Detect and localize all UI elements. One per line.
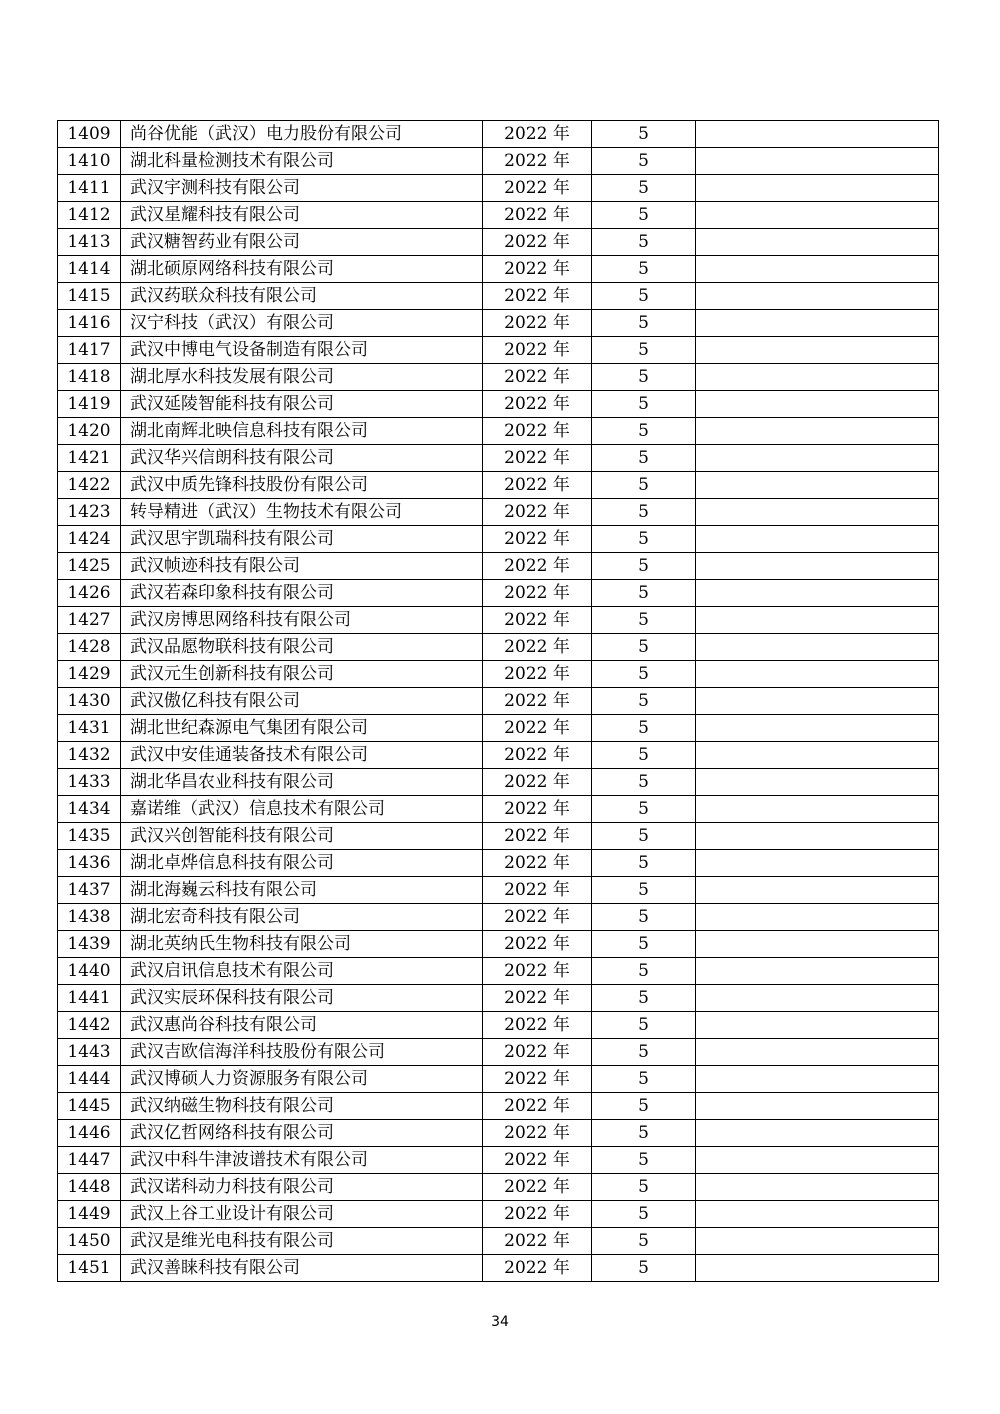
table-row xyxy=(58,499,939,526)
row-index-cell: 1451 xyxy=(58,1255,121,1282)
year-cell: 2022 年 xyxy=(483,715,592,742)
company-name-cell: 湖北卓烨信息科技有限公司 xyxy=(121,850,483,877)
year-cell: 2022 年 xyxy=(483,688,592,715)
note-cell xyxy=(696,418,939,445)
year-cell: 2022 年 xyxy=(483,175,592,202)
row-index-cell: 1426 xyxy=(58,580,121,607)
year-cell: 2022 年 xyxy=(483,931,592,958)
note-cell xyxy=(696,931,939,958)
row-index-cell: 1447 xyxy=(58,1147,121,1174)
company-name-cell: 武汉房博思网络科技有限公司 xyxy=(121,607,483,634)
year-cell: 2022 年 xyxy=(483,580,592,607)
year-cell: 2022 年 xyxy=(483,418,592,445)
note-cell xyxy=(696,580,939,607)
score-cell: 5 xyxy=(592,256,696,283)
row-index-cell: 1412 xyxy=(58,202,121,229)
score-cell: 5 xyxy=(592,1255,696,1282)
year-cell: 2022 年 xyxy=(483,1093,592,1120)
score-cell: 5 xyxy=(592,823,696,850)
company-name-cell: 湖北海巍云科技有限公司 xyxy=(121,877,483,904)
row-index-cell: 1446 xyxy=(58,1120,121,1147)
table-row xyxy=(58,1255,939,1282)
note-cell xyxy=(696,364,939,391)
table-row xyxy=(58,229,939,256)
year-cell: 2022 年 xyxy=(483,850,592,877)
table-row xyxy=(58,688,939,715)
company-name-cell: 湖北科量检测技术有限公司 xyxy=(121,148,483,175)
score-cell: 5 xyxy=(592,607,696,634)
year-cell: 2022 年 xyxy=(483,364,592,391)
note-cell xyxy=(696,1120,939,1147)
year-cell: 2022 年 xyxy=(483,958,592,985)
score-cell: 5 xyxy=(592,175,696,202)
score-cell: 5 xyxy=(592,1012,696,1039)
year-cell: 2022 年 xyxy=(483,391,592,418)
note-cell xyxy=(696,526,939,553)
table-row xyxy=(58,877,939,904)
score-cell: 5 xyxy=(592,958,696,985)
table-row xyxy=(58,364,939,391)
note-cell xyxy=(696,391,939,418)
table-row xyxy=(58,418,939,445)
year-cell: 2022 年 xyxy=(483,661,592,688)
row-index-cell: 1432 xyxy=(58,742,121,769)
table-row xyxy=(58,985,939,1012)
company-name-cell: 湖北厚水科技发展有限公司 xyxy=(121,364,483,391)
note-cell xyxy=(696,256,939,283)
company-name-cell: 武汉思宇凯瑞科技有限公司 xyxy=(121,526,483,553)
score-cell: 5 xyxy=(592,904,696,931)
row-index-cell: 1444 xyxy=(58,1066,121,1093)
row-index-cell: 1431 xyxy=(58,715,121,742)
row-index-cell: 1422 xyxy=(58,472,121,499)
company-name-cell: 武汉中安佳通装备技术有限公司 xyxy=(121,742,483,769)
company-name-cell: 武汉兴创智能科技有限公司 xyxy=(121,823,483,850)
year-cell: 2022 年 xyxy=(483,148,592,175)
score-cell: 5 xyxy=(592,985,696,1012)
row-index-cell: 1416 xyxy=(58,310,121,337)
note-cell xyxy=(696,607,939,634)
company-name-cell: 武汉启讯信息技术有限公司 xyxy=(121,958,483,985)
company-table xyxy=(57,120,939,1282)
note-cell xyxy=(696,796,939,823)
table-row xyxy=(58,742,939,769)
score-cell: 5 xyxy=(592,877,696,904)
year-cell: 2022 年 xyxy=(483,607,592,634)
note-cell xyxy=(696,1039,939,1066)
company-name-cell: 武汉中博电气设备制造有限公司 xyxy=(121,337,483,364)
score-cell: 5 xyxy=(592,715,696,742)
year-cell: 2022 年 xyxy=(483,283,592,310)
company-name-cell: 武汉惠尚谷科技有限公司 xyxy=(121,1012,483,1039)
company-name-cell: 武汉中质先锋科技股份有限公司 xyxy=(121,472,483,499)
row-index-cell: 1440 xyxy=(58,958,121,985)
score-cell: 5 xyxy=(592,553,696,580)
year-cell: 2022 年 xyxy=(483,1012,592,1039)
row-index-cell: 1428 xyxy=(58,634,121,661)
row-index-cell: 1449 xyxy=(58,1201,121,1228)
row-index-cell: 1420 xyxy=(58,418,121,445)
year-cell: 2022 年 xyxy=(483,904,592,931)
score-cell: 5 xyxy=(592,472,696,499)
table-row xyxy=(58,1228,939,1255)
score-cell: 5 xyxy=(592,661,696,688)
score-cell: 5 xyxy=(592,1039,696,1066)
table-row xyxy=(58,553,939,580)
year-cell: 2022 年 xyxy=(483,769,592,796)
note-cell xyxy=(696,229,939,256)
year-cell: 2022 年 xyxy=(483,1201,592,1228)
row-index-cell: 1423 xyxy=(58,499,121,526)
note-cell xyxy=(696,661,939,688)
table-row xyxy=(58,1012,939,1039)
score-cell: 5 xyxy=(592,418,696,445)
row-index-cell: 1443 xyxy=(58,1039,121,1066)
row-index-cell: 1439 xyxy=(58,931,121,958)
row-index-cell: 1436 xyxy=(58,850,121,877)
row-index-cell: 1448 xyxy=(58,1174,121,1201)
company-name-cell: 湖北英纳氏生物科技有限公司 xyxy=(121,931,483,958)
note-cell xyxy=(696,769,939,796)
score-cell: 5 xyxy=(592,391,696,418)
score-cell: 5 xyxy=(592,526,696,553)
company-name-cell: 武汉诺科动力科技有限公司 xyxy=(121,1174,483,1201)
table-row xyxy=(58,607,939,634)
score-cell: 5 xyxy=(592,202,696,229)
year-cell: 2022 年 xyxy=(483,337,592,364)
note-cell xyxy=(696,553,939,580)
year-cell: 2022 年 xyxy=(483,1066,592,1093)
year-cell: 2022 年 xyxy=(483,553,592,580)
table-row xyxy=(58,337,939,364)
score-cell: 5 xyxy=(592,310,696,337)
company-name-cell: 湖北硕原网络科技有限公司 xyxy=(121,256,483,283)
year-cell: 2022 年 xyxy=(483,985,592,1012)
note-cell xyxy=(696,904,939,931)
note-cell xyxy=(696,1147,939,1174)
row-index-cell: 1430 xyxy=(58,688,121,715)
note-cell xyxy=(696,121,939,148)
table-row xyxy=(58,904,939,931)
note-cell xyxy=(696,1228,939,1255)
year-cell: 2022 年 xyxy=(483,823,592,850)
note-cell xyxy=(696,175,939,202)
row-index-cell: 1419 xyxy=(58,391,121,418)
note-cell xyxy=(696,283,939,310)
company-name-cell: 武汉实辰环保科技有限公司 xyxy=(121,985,483,1012)
row-index-cell: 1442 xyxy=(58,1012,121,1039)
row-index-cell: 1429 xyxy=(58,661,121,688)
company-name-cell: 汉宁科技（武汉）有限公司 xyxy=(121,310,483,337)
score-cell: 5 xyxy=(592,634,696,661)
year-cell: 2022 年 xyxy=(483,256,592,283)
year-cell: 2022 年 xyxy=(483,634,592,661)
year-cell: 2022 年 xyxy=(483,472,592,499)
year-cell: 2022 年 xyxy=(483,742,592,769)
note-cell xyxy=(696,688,939,715)
table-row xyxy=(58,445,939,472)
table-row xyxy=(58,931,939,958)
table-row xyxy=(58,472,939,499)
score-cell: 5 xyxy=(592,1120,696,1147)
score-cell: 5 xyxy=(592,850,696,877)
year-cell: 2022 年 xyxy=(483,1147,592,1174)
note-cell xyxy=(696,742,939,769)
year-cell: 2022 年 xyxy=(483,1120,592,1147)
year-cell: 2022 年 xyxy=(483,202,592,229)
table-row xyxy=(58,283,939,310)
table-row xyxy=(58,1039,939,1066)
score-cell: 5 xyxy=(592,580,696,607)
table-row xyxy=(58,823,939,850)
company-name-cell: 武汉上谷工业设计有限公司 xyxy=(121,1201,483,1228)
company-name-cell: 嘉诺维（武汉）信息技术有限公司 xyxy=(121,796,483,823)
note-cell xyxy=(696,1066,939,1093)
company-name-cell: 武汉星耀科技有限公司 xyxy=(121,202,483,229)
table-body xyxy=(58,121,939,1282)
note-cell xyxy=(696,202,939,229)
note-cell xyxy=(696,634,939,661)
note-cell xyxy=(696,823,939,850)
year-cell: 2022 年 xyxy=(483,1174,592,1201)
score-cell: 5 xyxy=(592,1201,696,1228)
company-name-cell: 武汉傲亿科技有限公司 xyxy=(121,688,483,715)
table-row xyxy=(58,1093,939,1120)
score-cell: 5 xyxy=(592,148,696,175)
table-row xyxy=(58,958,939,985)
note-cell xyxy=(696,148,939,175)
row-index-cell: 1421 xyxy=(58,445,121,472)
row-index-cell: 1425 xyxy=(58,553,121,580)
table-row xyxy=(58,661,939,688)
company-name-cell: 武汉元生创新科技有限公司 xyxy=(121,661,483,688)
company-name-cell: 武汉中科牛津波谱技术有限公司 xyxy=(121,1147,483,1174)
note-cell xyxy=(696,985,939,1012)
note-cell xyxy=(696,499,939,526)
note-cell xyxy=(696,337,939,364)
score-cell: 5 xyxy=(592,796,696,823)
score-cell: 5 xyxy=(592,1147,696,1174)
score-cell: 5 xyxy=(592,364,696,391)
company-name-cell: 武汉若森印象科技有限公司 xyxy=(121,580,483,607)
note-cell xyxy=(696,1174,939,1201)
score-cell: 5 xyxy=(592,499,696,526)
company-name-cell: 转导精进（武汉）生物技术有限公司 xyxy=(121,499,483,526)
company-name-cell: 武汉吉欧信海洋科技股份有限公司 xyxy=(121,1039,483,1066)
row-index-cell: 1435 xyxy=(58,823,121,850)
company-name-cell: 武汉糖智药业有限公司 xyxy=(121,229,483,256)
year-cell: 2022 年 xyxy=(483,499,592,526)
row-index-cell: 1414 xyxy=(58,256,121,283)
score-cell: 5 xyxy=(592,931,696,958)
year-cell: 2022 年 xyxy=(483,445,592,472)
year-cell: 2022 年 xyxy=(483,310,592,337)
note-cell xyxy=(696,1012,939,1039)
company-name-cell: 武汉帧迹科技有限公司 xyxy=(121,553,483,580)
table-row xyxy=(58,580,939,607)
note-cell xyxy=(696,877,939,904)
score-cell: 5 xyxy=(592,1066,696,1093)
table-row xyxy=(58,1174,939,1201)
table-row xyxy=(58,796,939,823)
table-row xyxy=(58,148,939,175)
company-name-cell: 武汉药联众科技有限公司 xyxy=(121,283,483,310)
note-cell xyxy=(696,715,939,742)
note-cell xyxy=(696,472,939,499)
company-name-cell: 武汉博硕人力资源服务有限公司 xyxy=(121,1066,483,1093)
table-row xyxy=(58,256,939,283)
note-cell xyxy=(696,958,939,985)
company-name-cell: 湖北华昌农业科技有限公司 xyxy=(121,769,483,796)
note-cell xyxy=(696,1093,939,1120)
year-cell: 2022 年 xyxy=(483,121,592,148)
company-name-cell: 武汉品愿物联科技有限公司 xyxy=(121,634,483,661)
table-row xyxy=(58,175,939,202)
table-row xyxy=(58,310,939,337)
score-cell: 5 xyxy=(592,1228,696,1255)
row-index-cell: 1434 xyxy=(58,796,121,823)
year-cell: 2022 年 xyxy=(483,1039,592,1066)
company-name-cell: 湖北南辉北映信息科技有限公司 xyxy=(121,418,483,445)
note-cell xyxy=(696,310,939,337)
row-index-cell: 1417 xyxy=(58,337,121,364)
score-cell: 5 xyxy=(592,769,696,796)
year-cell: 2022 年 xyxy=(483,877,592,904)
table-row xyxy=(58,526,939,553)
score-cell: 5 xyxy=(592,1174,696,1201)
company-name-cell: 湖北宏奇科技有限公司 xyxy=(121,904,483,931)
row-index-cell: 1437 xyxy=(58,877,121,904)
row-index-cell: 1438 xyxy=(58,904,121,931)
score-cell: 5 xyxy=(592,742,696,769)
score-cell: 5 xyxy=(592,229,696,256)
table-row xyxy=(58,715,939,742)
year-cell: 2022 年 xyxy=(483,229,592,256)
score-cell: 5 xyxy=(592,337,696,364)
row-index-cell: 1409 xyxy=(58,121,121,148)
table-row xyxy=(58,1201,939,1228)
table-row xyxy=(58,769,939,796)
row-index-cell: 1411 xyxy=(58,175,121,202)
company-name-cell: 武汉纳磁生物科技有限公司 xyxy=(121,1093,483,1120)
row-index-cell: 1418 xyxy=(58,364,121,391)
row-index-cell: 1413 xyxy=(58,229,121,256)
table-row xyxy=(58,634,939,661)
row-index-cell: 1441 xyxy=(58,985,121,1012)
note-cell xyxy=(696,445,939,472)
table-row xyxy=(58,1120,939,1147)
note-cell xyxy=(696,850,939,877)
company-name-cell: 武汉宇测科技有限公司 xyxy=(121,175,483,202)
score-cell: 5 xyxy=(592,121,696,148)
note-cell xyxy=(696,1201,939,1228)
company-name-cell: 尚谷优能（武汉）电力股份有限公司 xyxy=(121,121,483,148)
score-cell: 5 xyxy=(592,688,696,715)
company-name-cell: 湖北世纪森源电气集团有限公司 xyxy=(121,715,483,742)
company-name-cell: 武汉善睐科技有限公司 xyxy=(121,1255,483,1282)
table-row xyxy=(58,391,939,418)
table-row xyxy=(58,202,939,229)
year-cell: 2022 年 xyxy=(483,796,592,823)
table-row xyxy=(58,1066,939,1093)
row-index-cell: 1410 xyxy=(58,148,121,175)
year-cell: 2022 年 xyxy=(483,1228,592,1255)
table-row xyxy=(58,850,939,877)
note-cell xyxy=(696,1255,939,1282)
year-cell: 2022 年 xyxy=(483,526,592,553)
company-name-cell: 武汉是维光电科技有限公司 xyxy=(121,1228,483,1255)
table-row xyxy=(58,121,939,148)
score-cell: 5 xyxy=(592,1093,696,1120)
table-row xyxy=(58,1147,939,1174)
company-name-cell: 武汉亿哲网络科技有限公司 xyxy=(121,1120,483,1147)
row-index-cell: 1415 xyxy=(58,283,121,310)
row-index-cell: 1433 xyxy=(58,769,121,796)
score-cell: 5 xyxy=(592,283,696,310)
row-index-cell: 1424 xyxy=(58,526,121,553)
score-cell: 5 xyxy=(592,445,696,472)
row-index-cell: 1450 xyxy=(58,1228,121,1255)
page-number: 34 xyxy=(491,1314,509,1330)
row-index-cell: 1445 xyxy=(58,1093,121,1120)
company-name-cell: 武汉华兴信朗科技有限公司 xyxy=(121,445,483,472)
company-name-cell: 武汉延陵智能科技有限公司 xyxy=(121,391,483,418)
year-cell: 2022 年 xyxy=(483,1255,592,1282)
row-index-cell: 1427 xyxy=(58,607,121,634)
